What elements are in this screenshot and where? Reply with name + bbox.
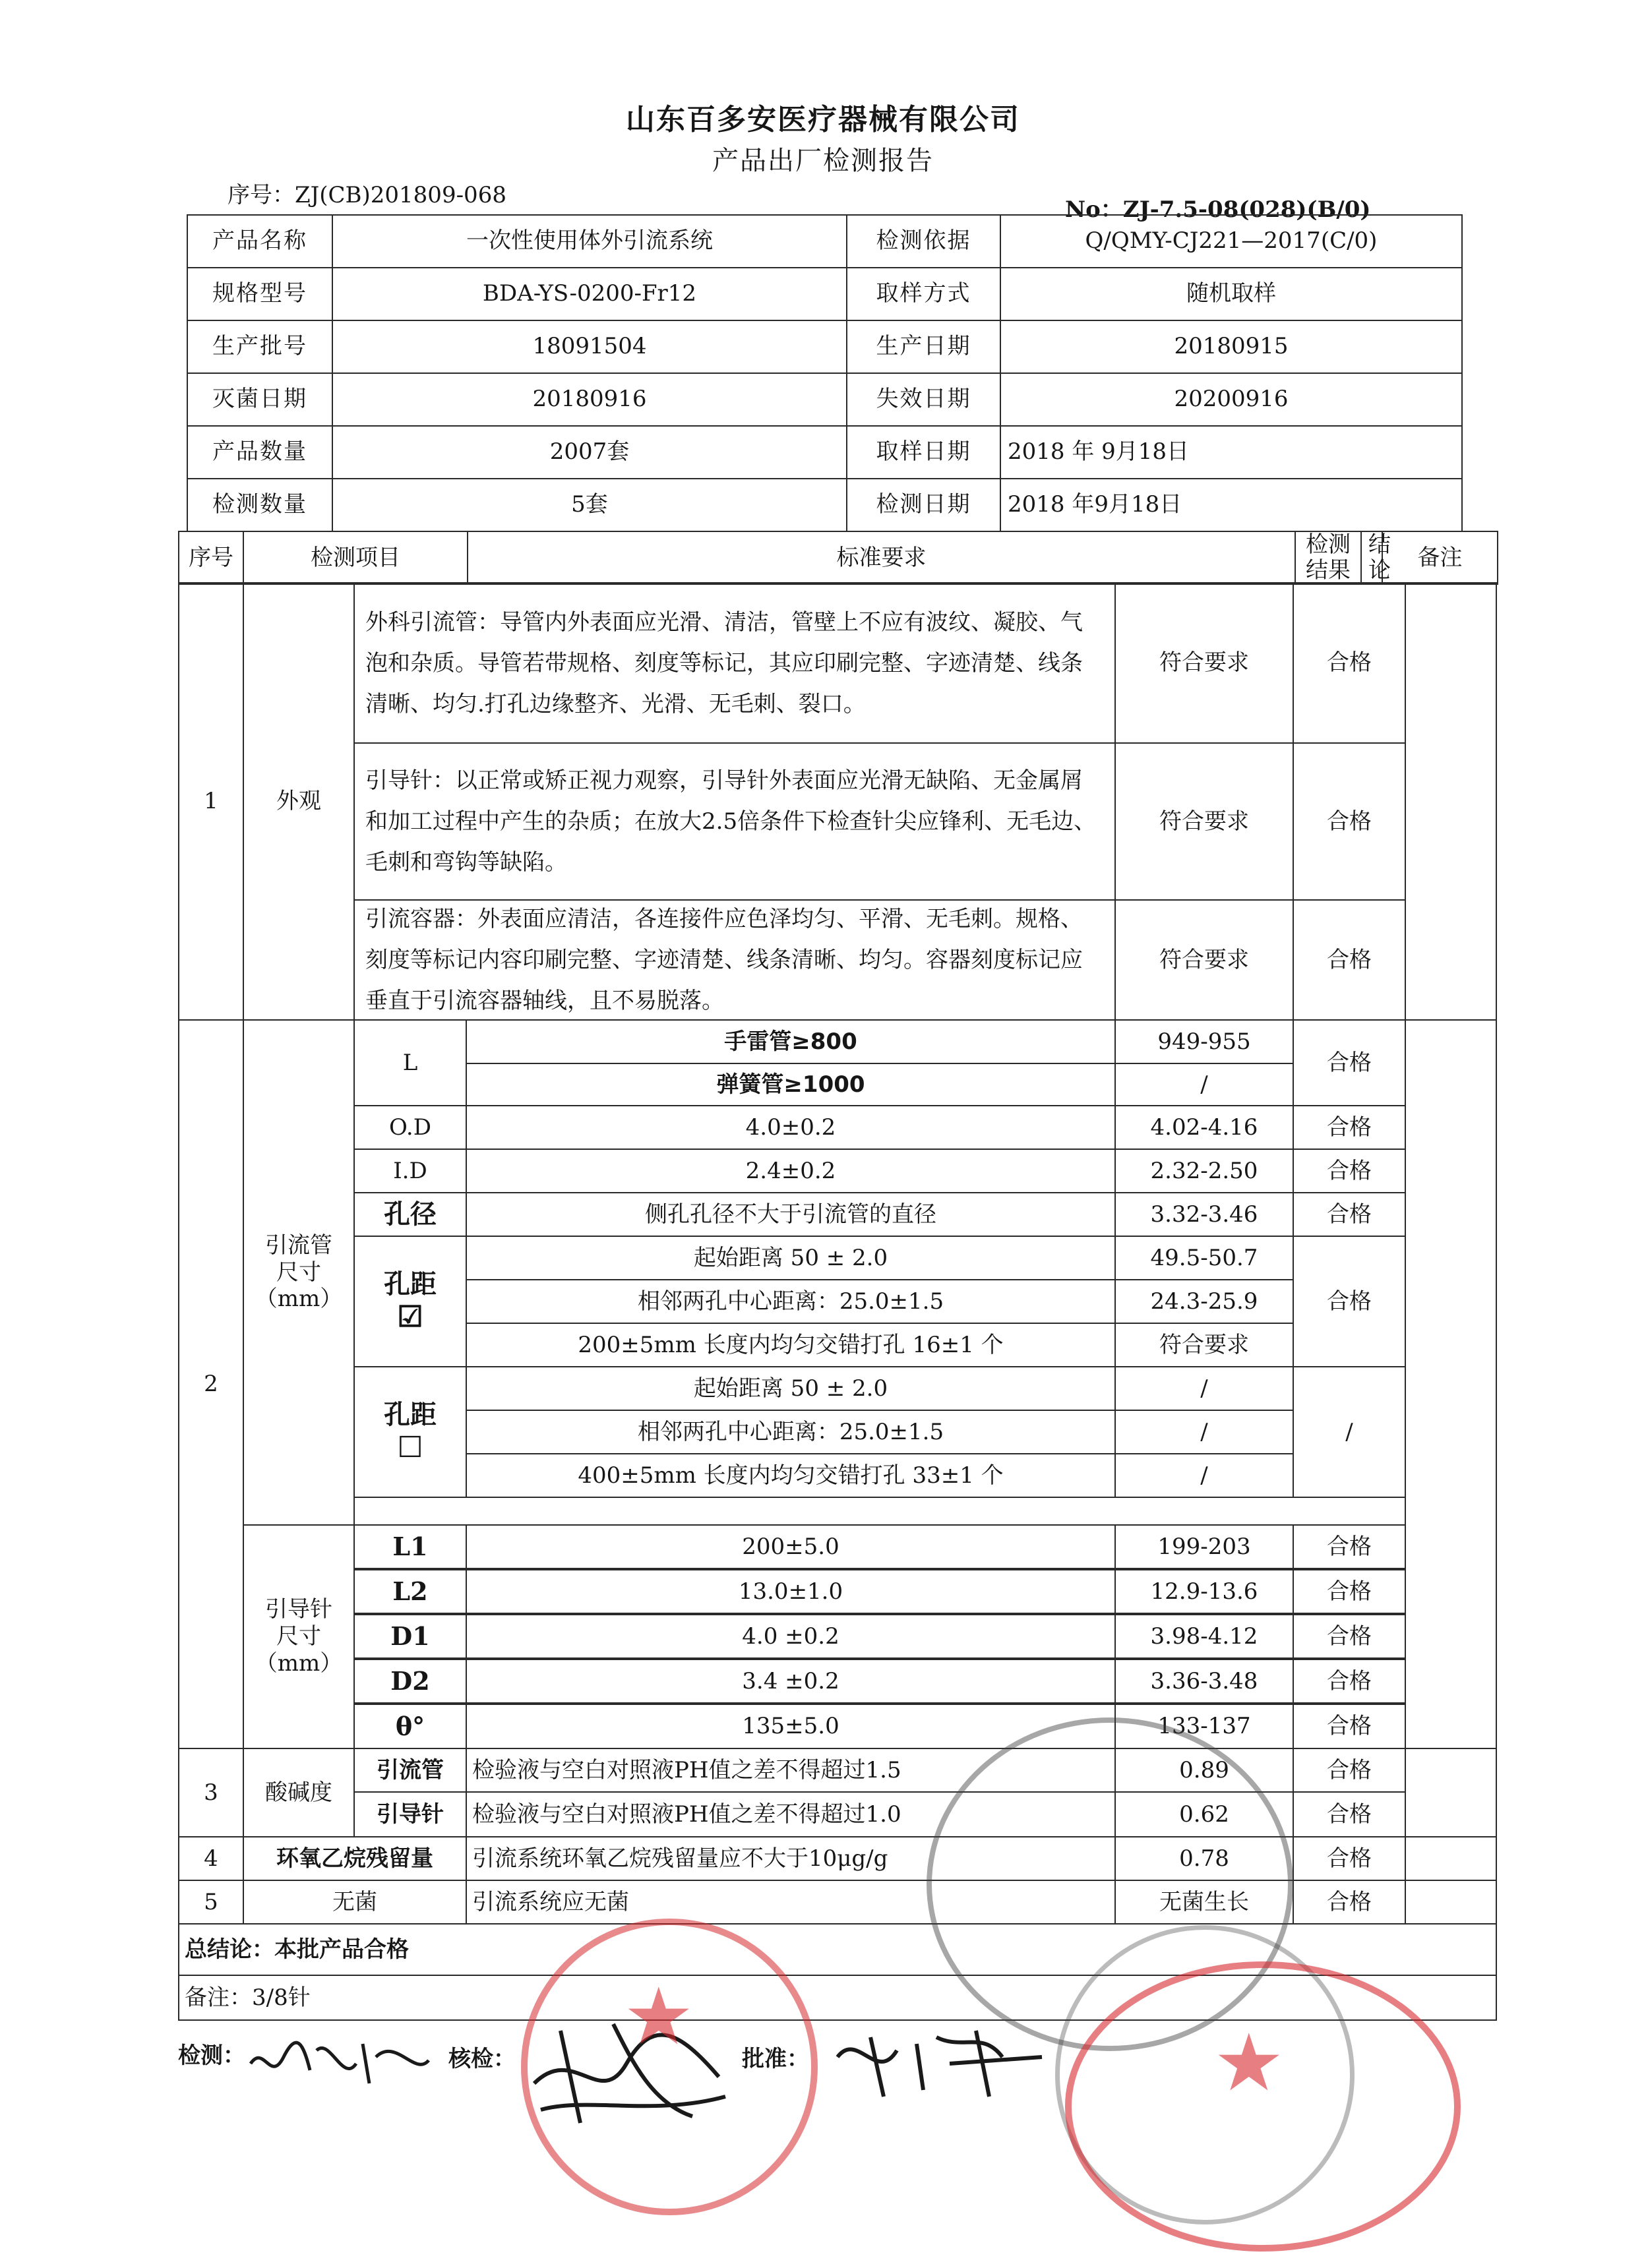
needle-std-0: 200±5.0 [466, 1524, 1116, 1569]
col-header-standard: 标准要求 [468, 531, 1295, 584]
test-qty-label: 检测数量 [187, 479, 332, 531]
expiry-label: 失效日期 [847, 373, 1000, 426]
dim-pitch2-std-2: 400±5mm 长度内均匀交错打孔 33±1 个 [466, 1453, 1116, 1498]
eo-std: 引流系统环氧乙烷残留量应不大于10μg/g [466, 1836, 1116, 1881]
dim-pitch2-res-0: / [1114, 1366, 1294, 1411]
dim-pitch2-res-1: / [1114, 1410, 1294, 1454]
prod-date-label: 生产日期 [847, 320, 1000, 373]
document-number: No：ZJ-7.5-08(028)(B/0) [1065, 196, 1371, 223]
col-header-no: 序号 [179, 531, 243, 584]
dim-pitch1-res-2: 符合要求 [1114, 1323, 1294, 1367]
dim-L-std1: 手雷管≥800 [466, 1019, 1116, 1064]
acid-std-needle: 检验液与空白对照液PH值之差不得超过1.0 [466, 1791, 1116, 1837]
dim-hole-label: 孔径 [353, 1192, 467, 1237]
unchecked-box-icon: ☐ [397, 1430, 423, 1464]
batch-value: 18091504 [332, 320, 847, 373]
acid-res-needle: 0.62 [1114, 1791, 1294, 1837]
dim-L-concl: 合格 [1293, 1019, 1406, 1106]
dim-L-std2: 弹簧管≥1000 [466, 1063, 1116, 1106]
sampling-method-label: 取样方式 [847, 268, 1000, 320]
results-table [178, 531, 1498, 585]
summary-conclusion: 总结论：本批产品合格 [178, 1923, 1497, 1976]
test-date-value: 2018 年9月18日 [1000, 479, 1462, 531]
acid-sub-needle: 引导针 [353, 1791, 467, 1837]
acid-sub-tube: 引流管 [353, 1748, 467, 1793]
dim-hole-concl: 合格 [1293, 1192, 1406, 1237]
sampling-date-value: 2018 年 9月18日 [1000, 426, 1462, 479]
qty-label: 产品数量 [187, 426, 332, 479]
eo-remark [1405, 1836, 1497, 1881]
appearance-concl-needle: 合格 [1293, 742, 1406, 901]
dim-pitch1-label [353, 1236, 467, 1367]
dim-pitch1-std-0: 起始距离 50 ± 2.0 [466, 1236, 1116, 1280]
dim-ID-std: 2.4±0.2 [466, 1149, 1116, 1193]
checked-box-icon: ☑ [397, 1299, 423, 1334]
basis-value: Q/QMY-CJ221—2017(C/0) [1000, 215, 1462, 268]
dim-ID-res: 2.32-2.50 [1114, 1149, 1294, 1193]
dim-OD-res: 4.02-4.16 [1114, 1105, 1294, 1150]
tube-group-line-3: （mm） [255, 1286, 343, 1313]
product-name: 一次性使用体外引流系统 [332, 215, 847, 268]
sterile-no: 5 [178, 1880, 244, 1925]
checker-label: 核检： [448, 2046, 516, 2072]
model-value: BDA-YS-0200-Fr12 [332, 268, 847, 320]
dim-pitch1-label-text: 孔距 [384, 1268, 437, 1299]
needle-label-1: L2 [353, 1569, 467, 1614]
appearance-res-container: 符合要求 [1114, 899, 1294, 1021]
dim-OD-label: O.D [353, 1105, 467, 1150]
dim-pitch2-label [353, 1366, 467, 1498]
sterile-std: 引流系统应无菌 [466, 1880, 1116, 1925]
sampling-date-label: 取样日期 [847, 426, 1000, 479]
dimensions-no: 2 [178, 1019, 244, 1749]
appearance-no: 1 [178, 582, 244, 1021]
col-header-item: 检测项目 [243, 531, 468, 584]
needle-res-2: 3.98-4.12 [1114, 1614, 1294, 1659]
needle-label-2: D1 [353, 1614, 467, 1659]
results-body [178, 582, 1497, 1880]
prod-date-value: 20180915 [1000, 320, 1462, 373]
sterile-res: 无菌生长 [1114, 1880, 1294, 1925]
appearance-std-container: 引流容器：外表面应清洁，各连接件应色泽均匀、平滑、无毛刺。规格、刻度等标记内容印刷完整、字迹清楚、线条清晰、均匀。容器刻度标记应垂直于引流容器轴线，且不易脱落。 [353, 899, 1116, 1021]
col-header-remark: 备注 [1382, 531, 1498, 584]
sampling-method-value: 随机取样 [1000, 268, 1462, 320]
needle-group-label [243, 1524, 355, 1749]
dim-pitch2-label-text: 孔距 [384, 1398, 437, 1430]
dim-pitch2-res-2: / [1114, 1453, 1294, 1498]
dim-OD-std: 4.0±0.2 [466, 1105, 1116, 1150]
needle-res-0: 199-203 [1114, 1524, 1294, 1569]
needle-concl-1: 合格 [1293, 1569, 1406, 1614]
tester-signature [244, 2024, 435, 2097]
col-header-result: 检测结果 [1296, 532, 1361, 583]
steril-date-value: 20180916 [332, 373, 847, 426]
serial-number: 序号：ZJ(CB)201809-068 [228, 182, 506, 208]
dim-OD-concl: 合格 [1293, 1105, 1406, 1150]
dim-ID-label: I.D [353, 1149, 467, 1193]
sterile-concl: 合格 [1293, 1880, 1406, 1925]
appearance-item: 外观 [243, 582, 355, 1021]
needle-label-4: θ° [353, 1704, 467, 1749]
appearance-std-tube: 外科引流管：导管内外表面应光滑、清洁，管壁上不应有波纹、凝胶、气泡和杂质。导管若带规格、刻度等标记，其应印刷完整、字迹清楚、线条清晰、均匀.打孔边缘整齐、光滑、无毛刺、裂口。 [353, 582, 1116, 744]
eo-res: 0.78 [1114, 1836, 1294, 1881]
sterile-item: 无菌 [243, 1880, 467, 1925]
dim-hole-std: 侧孔孔径不大于引流管的直径 [466, 1192, 1116, 1237]
needle-group-line-3: （mm） [255, 1650, 343, 1677]
dim-ID-concl: 合格 [1293, 1149, 1406, 1193]
needle-res-3: 3.36-3.48 [1114, 1659, 1294, 1704]
dim-pitch1-res-0: 49.5-50.7 [1114, 1236, 1294, 1280]
dim-L-res1: 949-955 [1114, 1019, 1294, 1064]
dim-pitch2-concl: / [1293, 1366, 1406, 1498]
appearance-res-needle: 符合要求 [1114, 742, 1294, 901]
acid-std-tube: 检验液与空白对照液PH值之差不得超过1.5 [466, 1748, 1116, 1793]
appearance-remark [1405, 582, 1497, 1021]
tube-group-label [243, 1019, 355, 1526]
test-date-label: 检测日期 [847, 479, 1000, 531]
needle-std-1: 13.0±1.0 [466, 1569, 1116, 1614]
needle-res-1: 12.9-13.6 [1114, 1569, 1294, 1614]
dim-pitch1-std-1: 相邻两孔中心距离：25.0±1.5 [466, 1279, 1116, 1324]
dim-L-res2: / [1114, 1063, 1294, 1106]
needle-group-line-2: 尺寸 [276, 1623, 321, 1650]
acid-res-tube: 0.89 [1114, 1748, 1294, 1793]
model-label: 规格型号 [187, 268, 332, 320]
steril-date-label: 灭菌日期 [187, 373, 332, 426]
needle-std-4: 135±5.0 [466, 1704, 1116, 1749]
product-name-label: 产品名称 [187, 215, 332, 268]
red-quality-stamp-left [521, 1919, 818, 2215]
needle-concl-4: 合格 [1293, 1704, 1406, 1749]
needle-concl-3: 合格 [1293, 1659, 1406, 1704]
col-header-group [1295, 531, 1391, 584]
dim-L-label: L [353, 1019, 467, 1106]
approver-label: 批准： [742, 2046, 809, 2072]
col-header-conclusion: 结论 [1368, 531, 1391, 584]
company-name: 山东百多安医疗器械有限公司 [626, 103, 1020, 136]
test-qty-value: 5套 [332, 479, 847, 531]
needle-concl-0: 合格 [1293, 1524, 1406, 1569]
needle-group-line-1: 引导针 [265, 1596, 332, 1623]
expiry-value: 20200916 [1000, 373, 1462, 426]
acid-concl-tube: 合格 [1293, 1748, 1406, 1793]
report-title: 产品出厂检测报告 [712, 146, 934, 176]
appearance-concl-tube: 合格 [1293, 582, 1406, 744]
eo-concl: 合格 [1293, 1836, 1406, 1881]
needle-label-0: L1 [353, 1524, 467, 1569]
dim-pitch1-concl: 合格 [1293, 1236, 1406, 1367]
needle-label-3: D2 [353, 1659, 467, 1704]
dim-pitch1-res-1: 24.3-25.9 [1114, 1279, 1294, 1324]
info-table [187, 214, 1463, 532]
dim-pitch1-std-2: 200±5mm 长度内均匀交错打孔 16±1 个 [466, 1323, 1116, 1367]
dim-hole-res: 3.32-3.46 [1114, 1192, 1294, 1237]
basis-label: 检测依据 [847, 215, 1000, 268]
needle-std-2: 4.0 ±0.2 [466, 1614, 1116, 1659]
tube-group-line-2: 尺寸 [276, 1259, 321, 1286]
needle-concl-2: 合格 [1293, 1614, 1406, 1659]
eo-item: 环氧乙烷残留量 [243, 1836, 467, 1881]
acid-no: 3 [178, 1748, 244, 1837]
sterile-remark [1405, 1880, 1497, 1925]
acid-item: 酸碱度 [243, 1748, 355, 1837]
dimensions-remark [1405, 1019, 1497, 1749]
approver-signature [831, 2017, 1049, 2103]
dim-pitch2-std-0: 起始距离 50 ± 2.0 [466, 1366, 1116, 1411]
appearance-concl-container: 合格 [1293, 899, 1406, 1021]
star-icon: ★ [1213, 2017, 1285, 2109]
appearance-std-needle: 引导针：以正常或矫正视力观察，引导针外表面应光滑无缺陷、无金属屑和加工过程中产生的杂质；在放大2.5倍条件下检查针尖应锋利、无毛边、毛刺和弯钩等缺陷。 [353, 742, 1116, 901]
summary-remark: 备注：3/8针 [178, 1975, 1497, 2021]
star-icon: ★ [623, 1971, 694, 2063]
eo-no: 4 [178, 1836, 244, 1881]
needle-std-3: 3.4 ±0.2 [466, 1659, 1116, 1704]
qty-value: 2007套 [332, 426, 847, 479]
acid-concl-needle: 合格 [1293, 1791, 1406, 1837]
dim-pitch2-std-1: 相邻两孔中心距离：25.0±1.5 [466, 1410, 1116, 1454]
appearance-res-tube: 符合要求 [1114, 582, 1294, 744]
batch-label: 生产批号 [187, 320, 332, 373]
needle-res-4: 133-137 [1114, 1704, 1294, 1749]
tube-group-line-1: 引流管 [265, 1232, 332, 1259]
tester-label: 检测： [178, 2043, 245, 2069]
acid-remark [1405, 1748, 1497, 1837]
